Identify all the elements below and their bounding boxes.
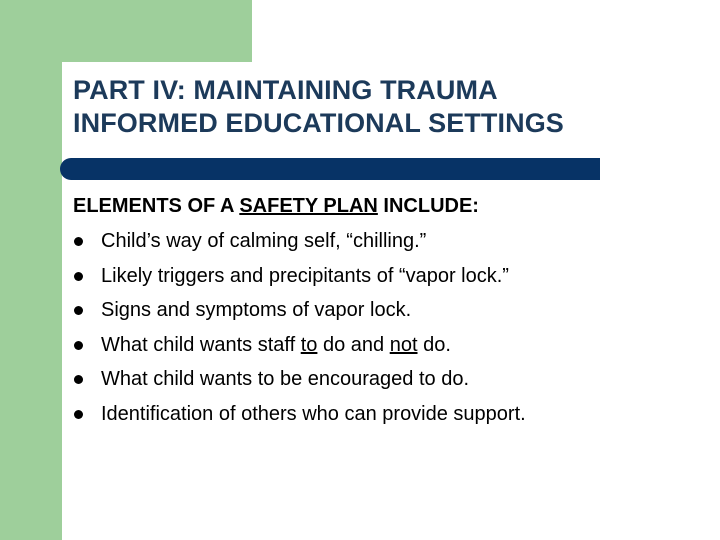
list-item-text: Likely triggers and precipitants of “vapor lock.” bbox=[101, 264, 509, 287]
slide-title-line-2: INFORMED EDUCATIONAL SETTINGS bbox=[73, 108, 564, 138]
list-item-text-part: What child wants staff bbox=[101, 333, 301, 356]
list-item bbox=[73, 264, 703, 288]
list-item-text-part: do. bbox=[417, 333, 451, 356]
list-item bbox=[73, 298, 703, 322]
bullet-dot-icon bbox=[74, 306, 83, 315]
decorative-green-band-left bbox=[0, 0, 62, 540]
list-item bbox=[73, 333, 703, 357]
slide-title bbox=[73, 74, 693, 140]
list-item-text: Signs and symptoms of vapor lock. bbox=[101, 299, 412, 321]
section-heading-prefix: ELEMENTS OF A bbox=[73, 195, 240, 217]
slide-title-line-1: PART IV: MAINTAINING TRAUMA bbox=[73, 75, 498, 105]
bullet-dot-icon bbox=[74, 272, 83, 281]
list-item bbox=[73, 402, 703, 426]
title-divider-bar bbox=[60, 158, 600, 180]
list-item-text-underlined: to bbox=[300, 333, 318, 356]
list-item bbox=[73, 229, 703, 253]
bullet-list bbox=[73, 229, 703, 426]
list-item-text: What child wants to be encouraged to do. bbox=[101, 368, 470, 390]
slide-body bbox=[73, 194, 703, 436]
list-item-text: Identification of others who can provide support. bbox=[101, 402, 526, 425]
list-item-text-part: do and bbox=[317, 333, 390, 356]
list-item-text: Child’s way of calming self, “chilling.” bbox=[101, 230, 427, 252]
bullet-dot-icon bbox=[74, 410, 83, 419]
section-heading-suffix: INCLUDE: bbox=[377, 195, 479, 217]
list-item-text-underlined: not bbox=[389, 333, 418, 356]
bullet-dot-icon bbox=[74, 237, 83, 246]
bullet-dot-icon bbox=[74, 375, 83, 384]
section-heading bbox=[73, 194, 703, 218]
list-item bbox=[73, 367, 703, 391]
section-heading-underlined: SAFETY PLAN bbox=[239, 195, 378, 217]
bullet-dot-icon bbox=[74, 341, 83, 350]
